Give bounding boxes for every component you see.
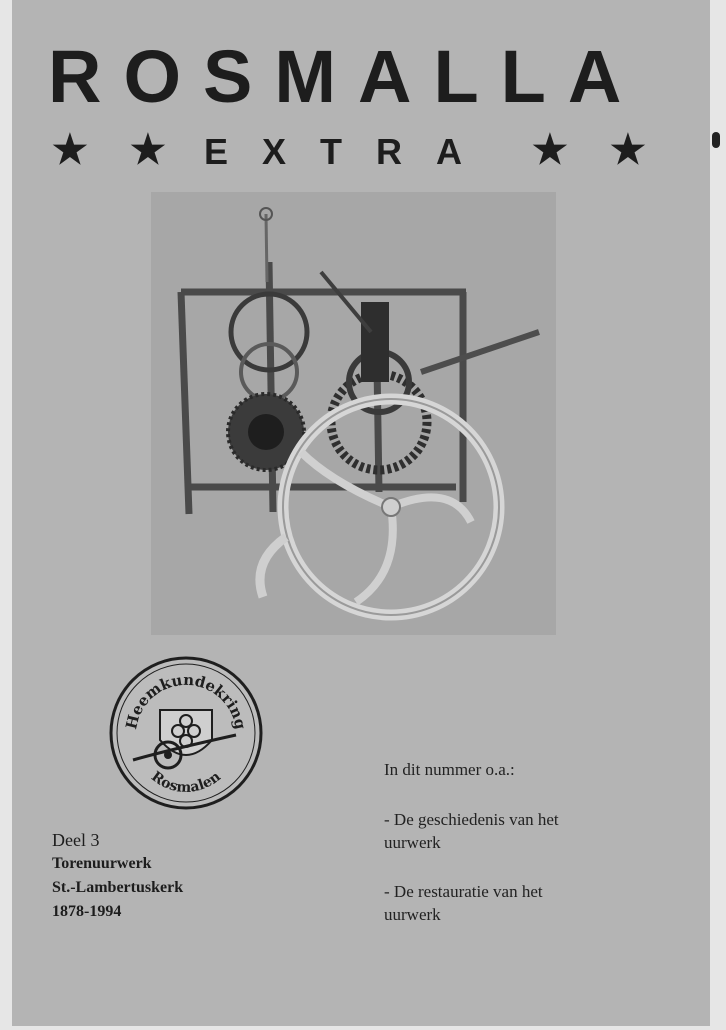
star-icon: ★ [610, 128, 646, 172]
star-icon: ★ [532, 128, 568, 172]
star-icon: ★ [130, 128, 166, 172]
contents-item-2-line-2: uurwerk [384, 905, 441, 924]
contents-item-2-line-1: - De restauratie van het [384, 882, 543, 901]
clockwork-illustration [151, 192, 556, 635]
seal-bottom-text: Rosmalen [148, 768, 224, 797]
tower-clock-photo [151, 192, 556, 635]
contents-heading: In dit nummer o.a.: [384, 760, 515, 779]
issue-subject-1: Torenuurwerk [52, 855, 152, 872]
star-icon: ★ [52, 128, 88, 172]
subtitle-row [52, 128, 652, 172]
cover-title: ROSMALLA [48, 35, 644, 118]
cover-subtitle: EXTRA [204, 131, 497, 172]
contents-item-1-line-2: uurwerk [384, 833, 441, 852]
contents-item-1-line-1: - De geschiedenis van het [384, 810, 559, 829]
heemkundekring-seal [108, 655, 264, 811]
issue-years: 1878-1994 [52, 903, 122, 920]
magazine-cover [12, 0, 710, 1026]
issue-part: Deel 3 [52, 830, 100, 850]
seal-top-text: Heemkundekring [122, 670, 250, 731]
issue-subject-2: St.-Lambertuskerk [52, 879, 184, 896]
punch-hole-mark [712, 132, 720, 148]
